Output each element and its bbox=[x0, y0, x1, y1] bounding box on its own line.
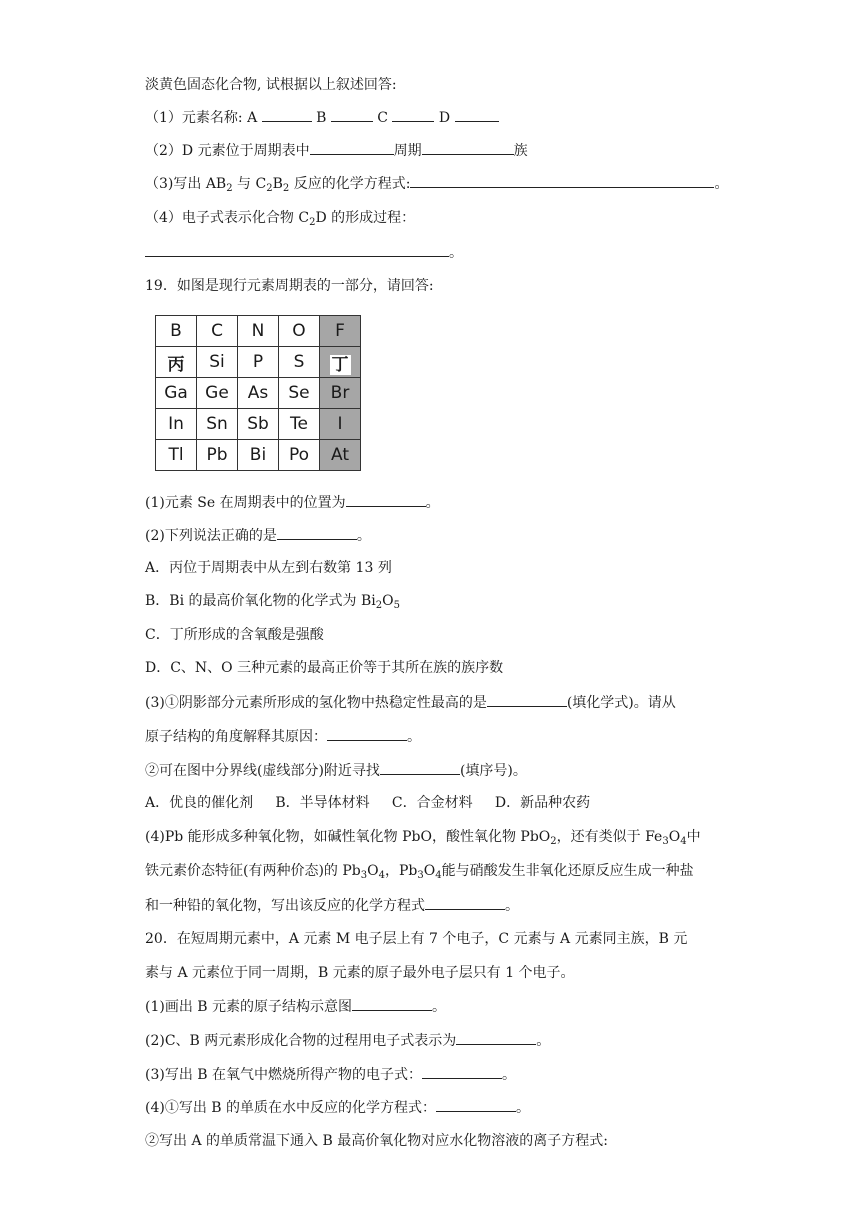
cell-S: S bbox=[279, 347, 320, 378]
cell-Te: Te bbox=[279, 409, 320, 440]
q19-s3a: (3)①阴影部分元素所形成的氢化物中热稳定性最高的是 (填化学式)。请从 bbox=[145, 692, 676, 713]
blank-se-position[interactable] bbox=[346, 492, 426, 507]
q19-title: 19．如图是现行元素周期表的一部分，请回答: bbox=[145, 278, 434, 294]
q19-optD: D．C、N、O 三种元素的最高正价等于其所在族的族序数 bbox=[145, 660, 504, 676]
q20-s2: (2)C、B 两元素形成化合物的过程用电子式表示为 。 bbox=[145, 1030, 550, 1051]
blank-equation[interactable] bbox=[410, 173, 714, 188]
cell-Ge: Ge bbox=[197, 378, 238, 409]
cell-Pb: Pb bbox=[197, 440, 238, 471]
blank-b[interactable] bbox=[331, 107, 373, 122]
q19-s4c: 和一种铅的氧化物，写出该反应的化学方程式 。 bbox=[145, 895, 519, 916]
q19-s4b: 铁元素价态特征(有两种价态)的 $Pb_3O_4$，$Pb_3O_4$能与硝酸发生非氧化还原反应生成一种盐 bbox=[145, 863, 694, 881]
q20-s3: (3)写出 B 在氧气中燃烧所得产物的电子式： 。 bbox=[145, 1064, 516, 1085]
cell-P: P bbox=[238, 347, 279, 378]
blank-water-reaction[interactable] bbox=[436, 1097, 516, 1112]
q19-s3-options: A．优良的催化剂 B．半导体材料 C．合金材料 D．新品种农药 bbox=[145, 795, 591, 811]
blank-formation[interactable] bbox=[145, 242, 449, 257]
blank-electron-formula[interactable] bbox=[422, 1064, 502, 1079]
q18-intro: 淡黄色固态化合物, 试根据以上叙述回答: bbox=[145, 77, 397, 93]
cell-F: F bbox=[320, 316, 361, 347]
cell-Ga: Ga bbox=[156, 378, 197, 409]
cell-I: I bbox=[320, 409, 361, 440]
blank-c[interactable] bbox=[392, 107, 434, 122]
periodic-table-fragment bbox=[155, 315, 361, 471]
blank-boundary[interactable] bbox=[380, 760, 460, 775]
q19-s4a: (4)Pb 能形成多种氧化物，如碱性氧化物 PbO，酸性氧化物 PbO$_2$，还有类似于 $Fe_3O_4$中 bbox=[145, 829, 701, 847]
q20-line1: 20．在短周期元素中，A 元素 M 电子层上有 7 个电子，C 元素与 A 元素同主族，B 元 bbox=[145, 931, 688, 947]
cell-B: B bbox=[156, 316, 197, 347]
blank-correct[interactable] bbox=[277, 525, 357, 540]
cell-At: At bbox=[320, 440, 361, 471]
cell-Bi: Bi bbox=[238, 440, 279, 471]
cell-O: O bbox=[279, 316, 320, 347]
blank-pb-equation[interactable] bbox=[425, 895, 505, 910]
cell-ding: 丁 bbox=[320, 347, 361, 378]
q19-s3b: 原子结构的角度解释其原因： 。 bbox=[145, 726, 421, 747]
cell-Tl: Tl bbox=[156, 440, 197, 471]
q19-s2: (2)下列说法正确的是 。 bbox=[145, 525, 371, 546]
q19-optA: A．丙位于周期表中从左到右数第 13 列 bbox=[145, 560, 392, 576]
q19-optB: B．Bi 的最高价氧化物的化学式为 $Bi_2O_5$ bbox=[145, 593, 400, 611]
blank-d[interactable] bbox=[455, 107, 499, 122]
q20-line2: 素与 A 元素位于同一周期，B 元素的原子最外电子层只有 1 个电子。 bbox=[145, 965, 575, 981]
q18-part2: （2）D 元素位于周期表中 周期 族 bbox=[145, 140, 528, 161]
blank-structure[interactable] bbox=[352, 996, 432, 1011]
q20-s5: ②写出 A 的单质常温下通入 B 最高价氧化物对应水化物溶液的离子方程式: bbox=[145, 1133, 608, 1149]
cell-Si: Si bbox=[197, 347, 238, 378]
cell-As: As bbox=[238, 378, 279, 409]
cell-N: N bbox=[238, 316, 279, 347]
cell-In: In bbox=[156, 409, 197, 440]
cell-bing: 丙 bbox=[156, 347, 197, 378]
blank-reason[interactable] bbox=[327, 726, 407, 741]
q20-s4: (4)①写出 B 的单质在水中反应的化学方程式： 。 bbox=[145, 1097, 530, 1118]
cell-Br: Br bbox=[320, 378, 361, 409]
q19-optC: C．丁所形成的含氧酸是强酸 bbox=[145, 627, 324, 643]
cell-C: C bbox=[197, 316, 238, 347]
q19-s1: (1)元素 Se 在周期表中的位置为 。 bbox=[145, 492, 440, 513]
q18-part3: （3)写出 $AB_2$ 与 $C_2B_2$ 反应的化学方程式: 。 bbox=[145, 173, 728, 194]
cell-Se: Se bbox=[279, 378, 320, 409]
q18-part4-line: 。 bbox=[145, 242, 463, 263]
cell-Sb: Sb bbox=[238, 409, 279, 440]
blank-electron-process[interactable] bbox=[456, 1030, 536, 1045]
cell-Sn: Sn bbox=[197, 409, 238, 440]
q18-part1: （1）元素名称: A B C D bbox=[145, 107, 499, 128]
cell-Po: Po bbox=[279, 440, 320, 471]
blank-period[interactable] bbox=[310, 140, 394, 155]
q18-part4: （4）电子式表示化合物 $C_2D$ 的形成过程： bbox=[145, 210, 416, 228]
q20-s1: (1)画出 B 元素的原子结构示意图 。 bbox=[145, 996, 446, 1017]
blank-group[interactable] bbox=[422, 140, 514, 155]
q19-s3c: ②可在图中分界线(虚线部分)附近寻找 (填序号)。 bbox=[145, 760, 527, 781]
blank-hydride[interactable] bbox=[487, 692, 567, 707]
blank-a[interactable] bbox=[262, 107, 312, 122]
